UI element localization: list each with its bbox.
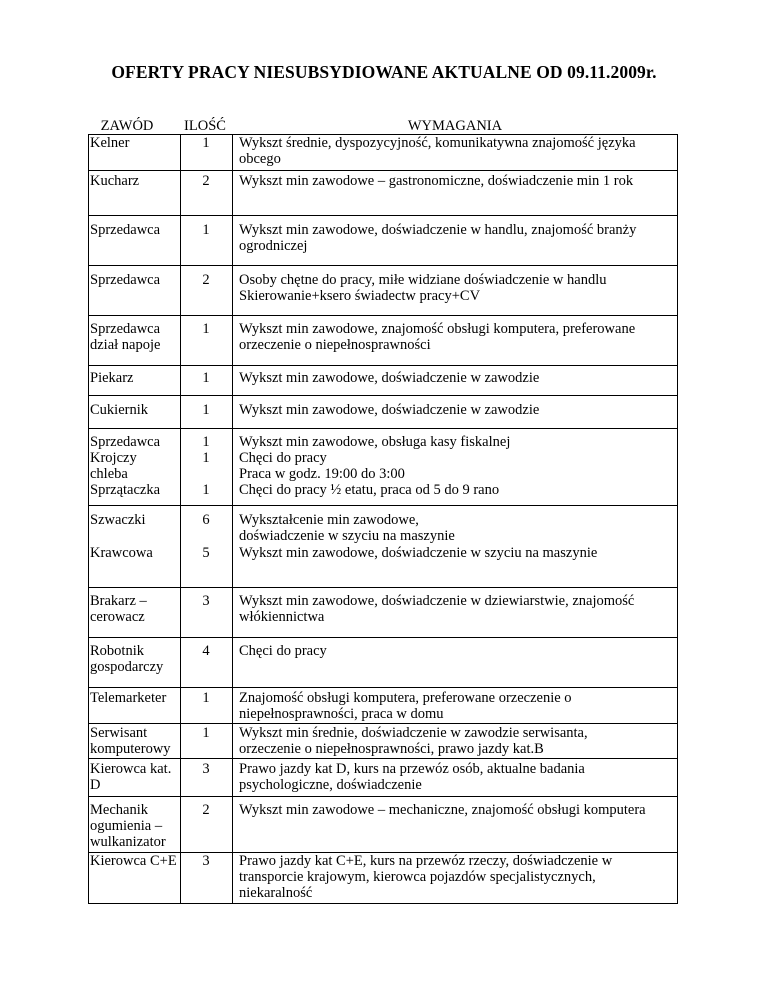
page-title: OFERTY PRACY NIESUBSYDIOWANE AKTUALNE OD 09.11.2009r. — [111, 62, 657, 82]
header-zawod: ZAWÓD — [100, 118, 154, 134]
header-ilosc: ILOŚĆ — [184, 118, 226, 134]
header-wymagania: WYMAGANIA — [407, 118, 503, 134]
offers-table: ZAWÓD ILOŚĆ WYMAGANIA Kelner 1 Wykszt średnie, dyspozycyjność, komunikatywna znajomość języka obcego Kucharz 2 Wykszt min zawodowe – gastronomiczne, doświadczenie min 1 rok Sprzedawca 1 Wykszt min zawodowe, doświadczenie w handlu, znajomość branży ogrodniczej Sprzedawca 2 Osoby chętne do pracy, miłe widziane doświadczenie w handlu Skierowanie+ksero świadectw pracy+CV Sprzedawca dział napoje 1 Wykszt min zawodowe, znajomość obsługi komputera, preferowane orzeczenie o niepełnosprawności Piekarz 1 Wykszt min zawodowe, doświadczenie w zawodzie Cukiernik 1 Wykszt min zawodowe, doświadczenie w zawodzie Sprzedawca Krojczy chleba Sprzątaczka 1 1 1 Wykszt min zawodowe, obsługa kasy fiskalnej Chęci do pracy Praca w godz. 19:00 do 3:00 Chęci do pracy ½ etatu, praca od 5 do 9 rano Szwaczki Krawcowa 6 5 Wykształcenie min zawodowe, doświadczenie w szyciu na maszynie Wykszt min zawodowe, doświadczenie w szyciu na maszynie Brakarz – cerowacz 3 Wykszt min zawodowe, doświadczenie w dziewiarstwie, znajomość włókiennictwa Robotnik gospodarczy 4 Chęci do pracy Telemarketer 1 Znajomość obsługi komputera, preferowane orzeczenie o niepełnosprawności, praca w domu Serwisant komputerowy 1 Wykszt min średnie, doświadczenie w zawodzie serwisanta, orzeczenie o niepełnosprawności, prawo jazdy kat.B Kierowca kat. D 3 Prawo jazdy kat D, kurs na przewóz osób, aktualne badania psychologiczne, doświadczenie Mechanik ogumienia – wulkanizator 2 Wykszt min zawodowe – mechaniczne, znajomość obsługi komputera Kierowca C+E 3 Prawo jazdy kat C+E, kurs na przewóz rzeczy, doświadczenie w transporcie krajowym, kierowca pojazdów specjalistycznych, niekaralność — [0, 0, 768, 994]
